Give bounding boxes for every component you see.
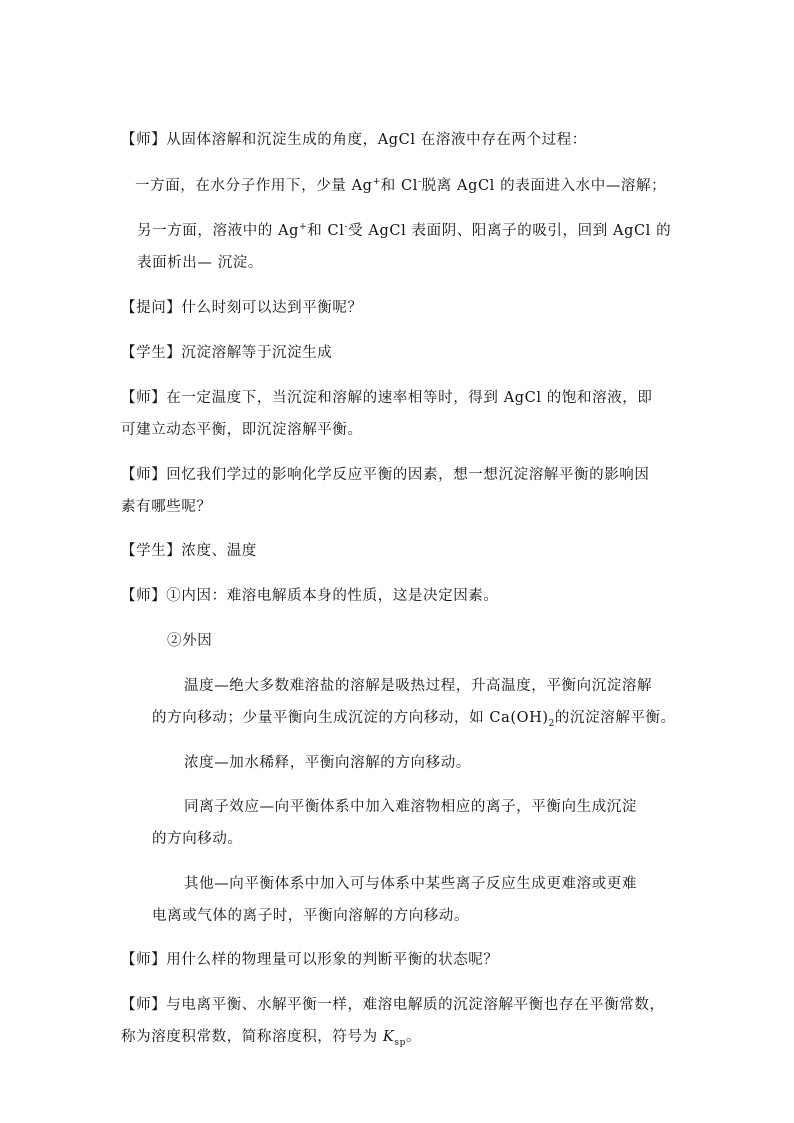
paragraph-temperature-line-2: 的方向移动；少量平衡向生成沉淀的方向移动，如 $Ca(OH)_2$的沉淀溶解平衡。 xyxy=(152,710,676,729)
paragraph-precipitation-line-2: 表面析出— 沉淀。 xyxy=(137,255,264,271)
paragraph-temperature-line-1: 温度—绝大多数难溶盐的溶解是吸热过程，升高温度，平衡向沉淀溶解 xyxy=(184,678,653,694)
paragraph-other-line-1: 其他—向平衡体系中加入可与体系中某些离子反应生成更难溶或更难 xyxy=(184,876,637,892)
paragraph-precipitation-line-1: 另一方面，溶液中的 Ag+和 Cl-受 AgCl 表面阴、阳离子的吸引，回到 AgCl 的 xyxy=(137,222,672,239)
paragraph-teacher-3-line-2: 素有哪些呢？ xyxy=(121,499,212,515)
paragraph-external-factors: ②外因 xyxy=(167,633,213,649)
paragraph-student-2: 【学生】浓度、温度 xyxy=(121,543,257,559)
paragraph-common-ion-line-1: 同离子效应—向平衡体系中加入难溶物相应的离子，平衡向生成沉淀 xyxy=(184,799,637,815)
paragraph-question: 【提问】什么时刻可以达到平衡呢？ xyxy=(121,300,363,316)
paragraph-common-ion-line-2: 的方向移动。 xyxy=(152,831,243,847)
paragraph-teacher-6-line-2: 称为溶度积常数，简称溶度积，符号为 $K_{sp}$。 xyxy=(121,1029,422,1048)
paragraph-other-line-2: 电离或气体的离子时，平衡向溶解的方向移动。 xyxy=(152,908,470,924)
paragraph-teacher-2-line-2: 可建立动态平衡，即沉淀溶解平衡。 xyxy=(121,422,363,438)
paragraph-teacher-4: 【师】①内因：难溶电解质本身的性质，这是决定因素。 xyxy=(121,588,499,604)
paragraph-dissolution: 一方面，在水分子作用下，少量 Ag+和 Cl-脱离 AgCl 的表面进入水中—溶解； xyxy=(135,177,667,194)
ksp-symbol: K xyxy=(382,1029,395,1045)
paragraph-teacher-6-line-1: 【师】与电离平衡、水解平衡一样，难溶电解质的沉淀溶解平衡也存在平衡常数， xyxy=(121,997,665,1013)
paragraph-concentration: 浓度—加水稀释，平衡向溶解的方向移动。 xyxy=(184,755,471,771)
paragraph-teacher-3-line-1: 【师】回忆我们学过的影响化学反应平衡的因素，想一想沉淀溶解平衡的影响因 xyxy=(121,467,650,483)
paragraph-teacher-1: 【师】从固体溶解和沉淀生成的角度，AgCl 在溶液中存在两个过程： xyxy=(121,132,587,148)
paragraph-teacher-5: 【师】用什么样的物理量可以形象的判断平衡的状态呢？ xyxy=(121,952,499,968)
paragraph-student-1: 【学生】沉淀溶解等于沉淀生成 xyxy=(121,345,333,361)
paragraph-teacher-2-line-1: 【师】在一定温度下，当沉淀和溶解的速率相等时，得到 AgCl 的饱和溶液，即 xyxy=(121,390,653,406)
